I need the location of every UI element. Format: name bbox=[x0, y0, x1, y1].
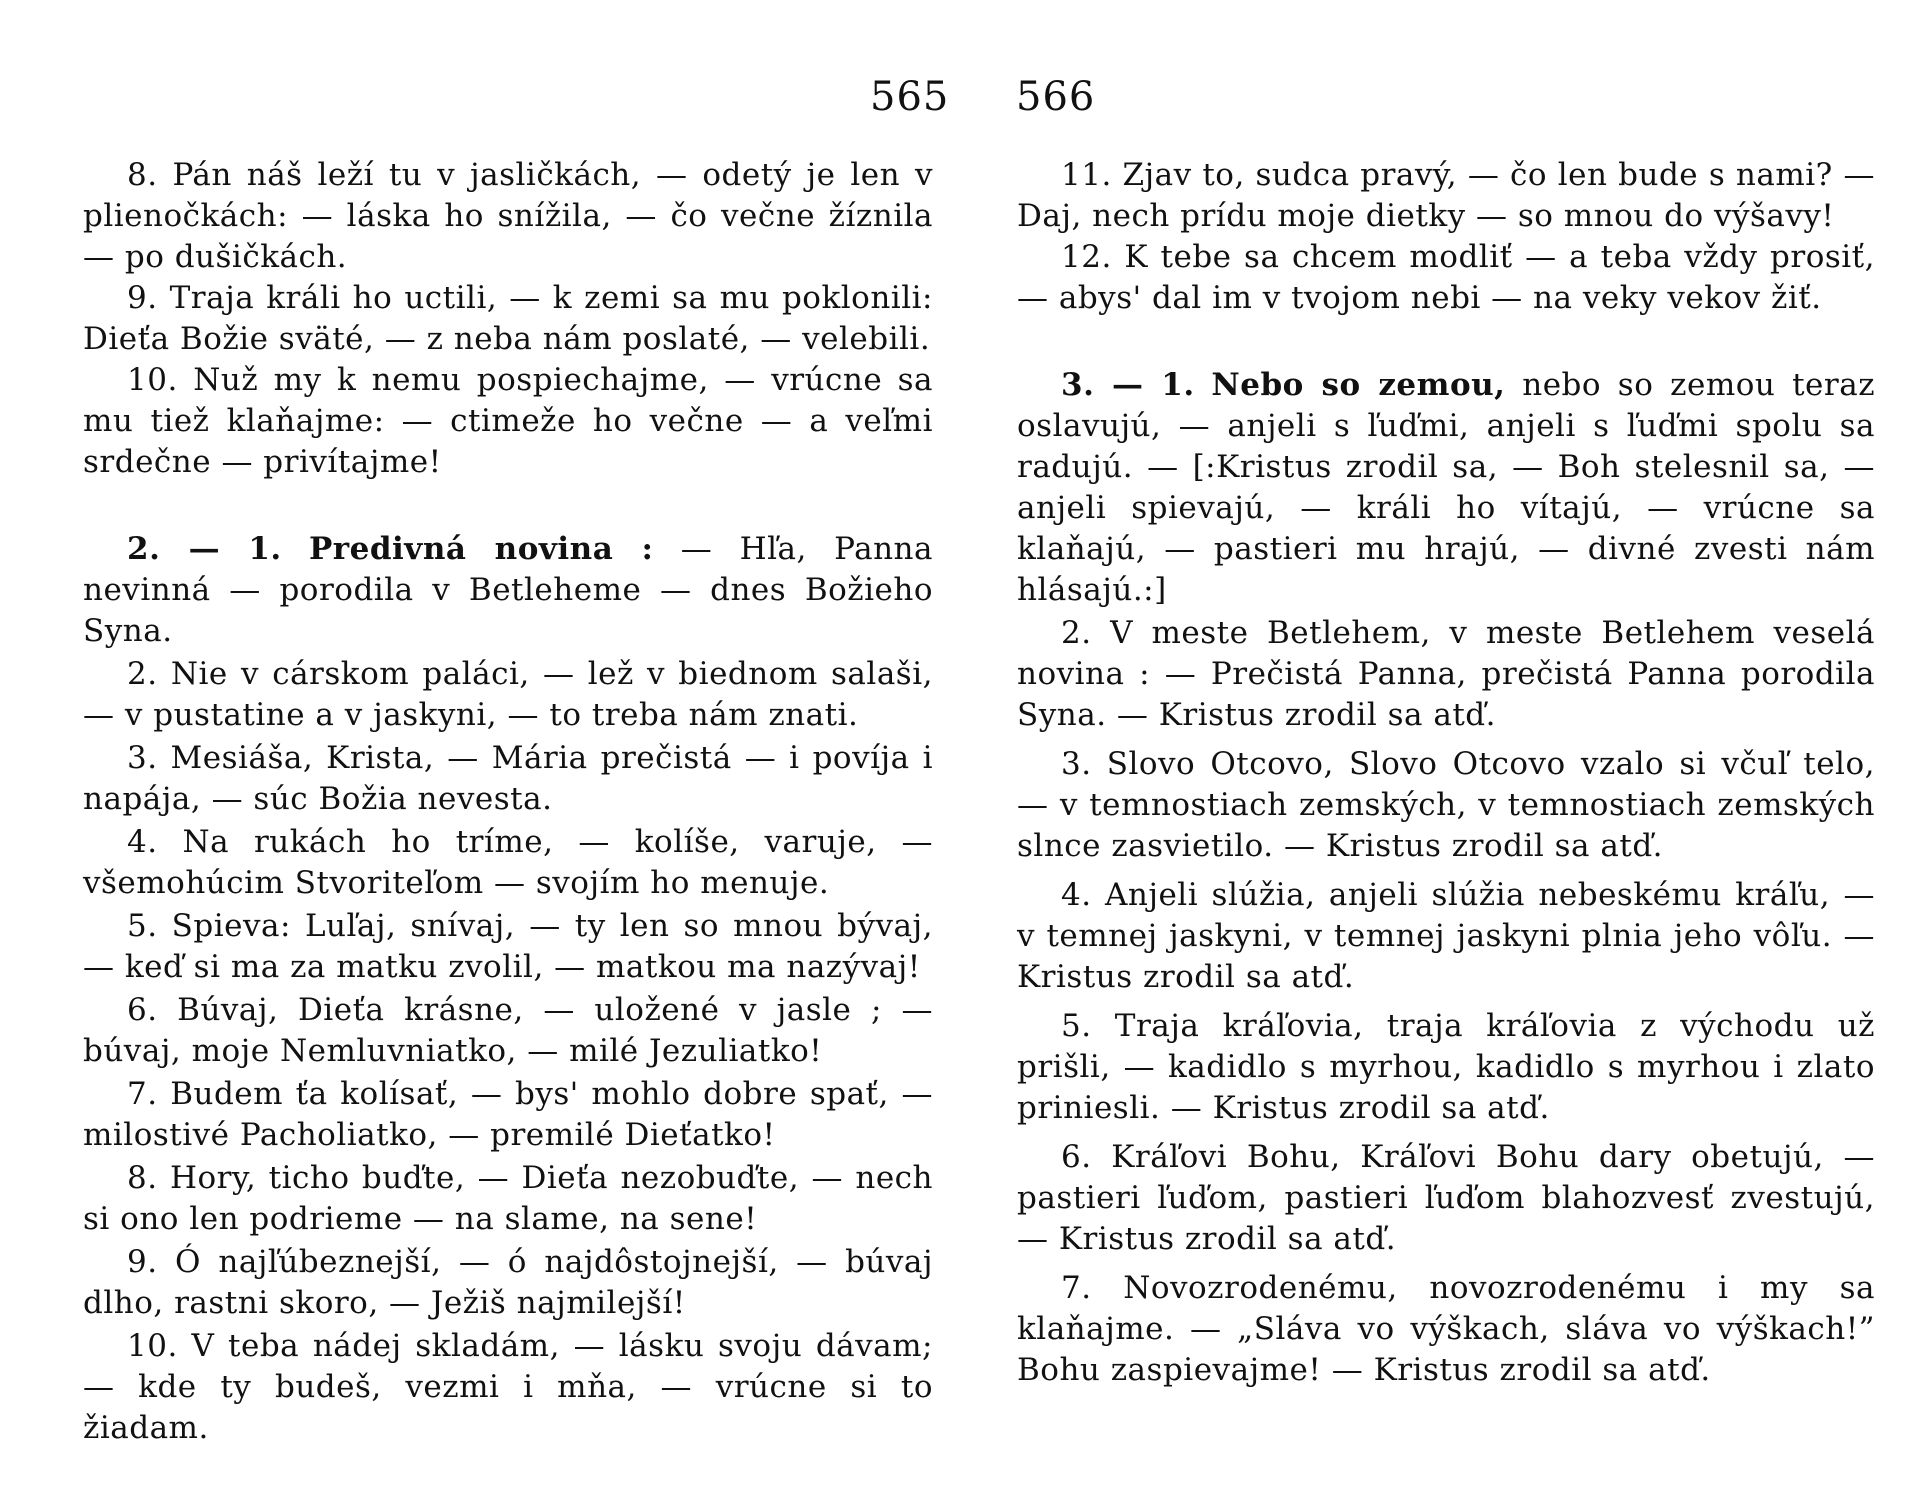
verse: 7. Novozrodenému, novozrodenému i my sa klaňajme. — „Sláva vo výškach, sláva vo výškach!” Bohu zaspievajme! — Kristus zrodil sa atď. bbox=[1017, 1270, 1875, 1388]
verse: 9. Traja králi ho uctili, — k zemi sa mu poklonili: Dieťa Božie sväté, — z neba nám poslaté, — velebili. bbox=[83, 280, 933, 357]
verse: 7. Budem ťa kolísať, — bys' mohlo dobre spať, — milostivé Pacholiatko, — premilé Dieťatko! bbox=[83, 1076, 933, 1153]
verse: 4. Anjeli slúžia, anjeli slúžia nebeskému kráľu, — v temnej jaskyni, v temnej jaskyni plnia jeho vôľu. — Kristus zrodil sa atď. bbox=[1017, 877, 1875, 995]
verse: 10. Nuž my k nemu pospiechajme, — vrúcne sa mu tiež klaňajme: — ctimeže ho večne — a veľmi srdečne — privítajme! bbox=[83, 362, 933, 480]
song-heading bbox=[83, 529, 933, 652]
verse-text: nebo so zemou teraz oslavujú, — anjeli s ľuďmi, anjeli s ľuďmi spolu sa radujú. — [:Kristus zrodil sa, — Boh stelesnil sa, — anjeli spievajú, — králi ho vítajú, — vrúcne sa klaňajú, — pastieri mu hrajú, — divné zvesti nám hlásajú.:] bbox=[1017, 367, 1876, 608]
verse: 9. Ó najľúbeznejší, — ó najdôstojnejší, — búvaj dlho, rastni skoro, — Ježiš najmilejší! bbox=[83, 1244, 933, 1321]
song-title: Predivná novina : bbox=[308, 531, 654, 567]
right-column bbox=[1017, 155, 1875, 1393]
right-page bbox=[956, 0, 1912, 1500]
left-column bbox=[83, 155, 933, 1451]
song-title: Nebo so zemou, bbox=[1211, 367, 1506, 403]
song-number: 3. — 1. bbox=[1061, 367, 1195, 403]
verse: 8. Hory, ticho buďte, — Dieťa nezobuďte, — nech si ono len podrieme — na slame, na sene! bbox=[83, 1160, 933, 1237]
page-number: 566 bbox=[1016, 74, 1096, 120]
page-number: 565 bbox=[870, 74, 950, 120]
verse: 8. Pán náš leží tu v jasličkách, — odetý je len v plienočkách: — láska ho snížila, — čo večne žíznila — po dušičkách. bbox=[83, 157, 933, 275]
verse: 5. Traja kráľovia, traja kráľovia z východu už prišli, — kadidlo s myrhou, kadidlo s myrhou i zlato priniesli. — Kristus zrodil sa atď. bbox=[1017, 1008, 1875, 1126]
song-number: 2. — 1. bbox=[127, 531, 282, 567]
song-heading bbox=[1017, 365, 1875, 611]
verse: 6. Kráľovi Bohu, Kráľovi Bohu dary obetujú, — pastieri ľuďom, pastieri ľuďom blahozvesť zvestujú, — Kristus zrodil sa atď. bbox=[1017, 1139, 1875, 1257]
verse-text: — Hľa, Panna nevinná — porodila v Betleheme — dnes Božieho Syna. bbox=[83, 531, 934, 649]
verse: 4. Na rukách ho tríme, — kolíše, varuje, — všemohúcim Stvoriteľom — svojím ho menuje. bbox=[83, 824, 933, 901]
verse: 3. Slovo Otcovo, Slovo Otcovo vzalo si včuľ telo, — v temnostiach zemských, v temnostiach zemských slnce zasvietilo. — Kristus zrodil sa atď. bbox=[1017, 746, 1875, 864]
verse: 5. Spieva: Luľaj, snívaj, — ty len so mnou bývaj, — keď si ma za matku zvolil, — matkou ma nazývaj! bbox=[83, 908, 933, 985]
verse: 2. Nie v cárskom paláci, — lež v biednom salaši, — v pustatine a v jaskyni, — to treba nám znati. bbox=[83, 656, 933, 733]
verse: 11. Zjav to, sudca pravý, — čo len bude s nami? — Daj, nech prídu moje dietky — so mnou do výšavy! bbox=[1017, 157, 1875, 234]
verse: 10. V teba nádej skladám, — lásku svoju dávam; — kde ty budeš, vezmi i mňa, — vrúcne si to žiadam. bbox=[83, 1328, 933, 1446]
verse: 12. K tebe sa chcem modliť — a teba vždy prosiť, — abys' dal im v tvojom nebi — na veky vekov žiť. bbox=[1017, 239, 1875, 316]
verse: 6. Búvaj, Dieťa krásne, — uložené v jasle ; — búvaj, moje Nemluvniatko, — milé Jezuliatko! bbox=[83, 992, 933, 1069]
verse: 2. V meste Betlehem, v meste Betlehem veselá novina : — Prečistá Panna, prečistá Panna porodila Syna. — Kristus zrodil sa atď. bbox=[1017, 615, 1875, 733]
verse: 3. Mesiáša, Krista, — Mária prečistá — i povíja i napája, — súc Božia nevesta. bbox=[83, 740, 933, 817]
